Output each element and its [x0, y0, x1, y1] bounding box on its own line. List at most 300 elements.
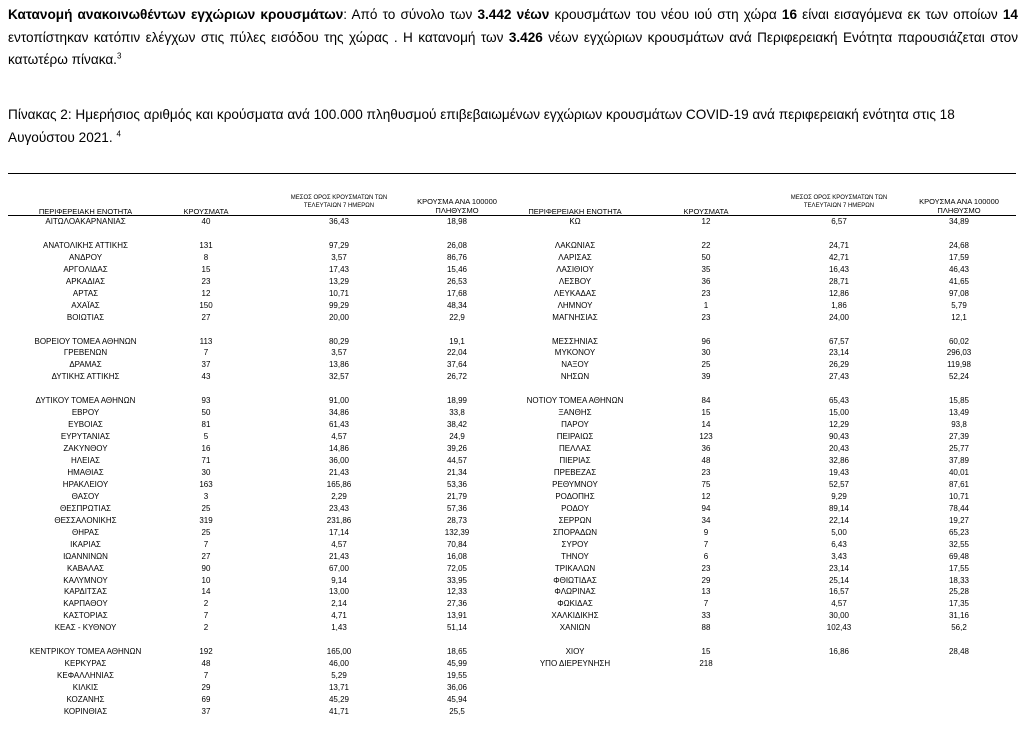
region-name: ΔΡΑΜΑΣ [69, 360, 102, 370]
header-region-right: ΠΕΡΙΦΕΡΕΙΑΚΗ ΕΝΟΤΗΤΑ [528, 207, 622, 216]
region-name: ΤΡΙΚΑΛΩΝ [554, 563, 596, 573]
region-name: ΘΑΣΟΥ [71, 491, 100, 501]
intro-text-2: κρουσμάτων του νέου ιού στη χώρα [549, 7, 782, 22]
per100k-value: 15,85 [948, 396, 970, 406]
per100k-value: 87,61 [948, 479, 970, 489]
avg7-value: 16,57 [828, 587, 850, 597]
region-name: ΑΝΑΤΟΛΙΚΗΣ ΑΤΤΙΚΗΣ [43, 240, 128, 250]
per100k-value: 21,79 [446, 491, 468, 501]
intro-text-5: νέων εγχώριων κρουσμάτων ανά Περιφερειακή Ενότητα παρουσιάζεται στον κατωτέρω πίνακα. [8, 29, 1019, 67]
table-row [8, 598, 1016, 609]
per100k-value: 26,08 [446, 240, 468, 250]
avg7-value: 26,29 [828, 360, 850, 370]
avg7-value: 5,29 [331, 671, 347, 681]
avg7-value: 45,29 [328, 695, 350, 704]
cases-value: 113 [199, 336, 213, 346]
per100k-value: 69,48 [948, 551, 970, 561]
table-row [8, 419, 1016, 430]
per100k-value: 10,71 [948, 491, 970, 501]
region-name: ΗΡΑΚΛΕΙΟΥ [62, 479, 109, 489]
table-row [8, 658, 1016, 669]
table-row [8, 276, 1016, 287]
avg7-value: 13,29 [328, 276, 350, 286]
per100k-value: 5,79 [951, 300, 967, 310]
avg7-value: 165,00 [326, 647, 352, 657]
table-row [8, 610, 1016, 621]
avg7-value: 12,29 [828, 420, 850, 430]
region-name: ΛΑΣΙΘΙΟΥ [556, 264, 594, 274]
per100k-value: 27,39 [948, 432, 970, 442]
region-name: ΦΛΩΡΙΝΑΣ [554, 587, 596, 597]
cases-value: 23 [701, 312, 711, 322]
region-name: ΣΕΡΡΩΝ [558, 515, 592, 525]
table-row [8, 694, 1016, 705]
per100k-value: 22,04 [446, 348, 468, 358]
per100k-value: 25,5 [449, 706, 465, 716]
region-name: ΛΕΥΚΑΔΑΣ [553, 288, 597, 298]
region-name: ΡΟΔΟΥ [561, 503, 589, 513]
per100k-value: 52,24 [948, 372, 970, 382]
cases-value: 7 [703, 539, 709, 549]
avg7-value: 22,14 [828, 515, 850, 525]
table-row [8, 407, 1016, 418]
avg7-value: 25,14 [828, 575, 850, 585]
per100k-value: 25,28 [948, 587, 970, 597]
region-name: ΛΗΜΝΟΥ [557, 300, 593, 310]
per100k-value: 78,44 [948, 503, 970, 513]
region-name: ΑΡΚΑΔΙΑΣ [65, 276, 106, 286]
region-name: ΣΠΟΡΑΔΩΝ [552, 527, 598, 537]
table-row [8, 515, 1016, 526]
table-top-rule [8, 173, 1016, 174]
per100k-value: 32,55 [948, 539, 970, 549]
avg7-value: 16,43 [828, 264, 850, 274]
region-name: ΧΑΝΙΩΝ [559, 623, 591, 633]
cases-value: 319 [199, 515, 213, 525]
avg7-value: 32,86 [828, 456, 850, 465]
table-row [8, 670, 1016, 681]
per100k-value: 132,39 [444, 527, 470, 537]
avg7-value: 12,86 [828, 288, 850, 298]
avg7-value: 42,71 [828, 252, 850, 262]
avg7-value: 13,71 [328, 683, 350, 693]
cases-value: 3 [203, 491, 209, 501]
avg7-value: 36,43 [328, 217, 350, 226]
cases-value: 36 [701, 444, 711, 454]
table-row [8, 563, 1016, 574]
avg7-value: 10,71 [328, 288, 350, 298]
cases-value: 23 [701, 288, 711, 298]
per100k-value: 57,36 [446, 503, 468, 513]
cases-value: 123 [699, 432, 713, 442]
region-name: ΧΙΟΥ [565, 647, 585, 657]
avg7-value: 3,57 [331, 348, 347, 358]
region-name: ΑΙΤΩΛΟΑΚΑΡΝΑΝΙΑΣ [45, 217, 126, 226]
table-row [8, 264, 1016, 275]
per100k-value: 46,43 [948, 264, 970, 274]
per100k-value: 65,23 [948, 527, 970, 537]
per100k-value: 17,59 [948, 252, 970, 262]
avg7-value: 67,57 [828, 336, 850, 346]
avg7-value: 13,86 [328, 360, 350, 370]
header-per100k-left: ΚΡΟΥΣΜΑ ΑΝΑ 100000 ΠΛΗΘΥΣΜΟ [417, 197, 497, 215]
intro-imported-count: 16 [781, 7, 798, 22]
cases-value: 7 [203, 611, 209, 621]
table-row [8, 682, 1016, 693]
avg7-value: 102,43 [826, 623, 852, 633]
cases-value: 71 [201, 456, 211, 465]
per100k-value: 41,65 [948, 276, 970, 286]
cases-value: 43 [201, 372, 211, 382]
intro-bold-lead: Κατανομή ανακοινωθέντων εγχώριων κρουσμάτων [8, 7, 344, 22]
cases-value: 93 [201, 396, 211, 406]
per100k-value: 60,02 [948, 336, 970, 346]
intro-footnote: 3 [116, 51, 122, 61]
table-row [8, 646, 1016, 657]
cases-value: 50 [201, 408, 211, 418]
cases-value: 8 [203, 252, 209, 262]
per100k-value: 21,34 [446, 467, 468, 477]
table-row [8, 252, 1016, 263]
per100k-value: 296,03 [946, 348, 972, 358]
avg7-value: 65,43 [828, 396, 850, 406]
cases-value: 2 [203, 599, 209, 609]
per100k-value: 26,72 [446, 372, 468, 382]
cases-value: 27 [201, 551, 211, 561]
intro-total-new: 3.442 νέων [477, 7, 550, 22]
per100k-value: 24,68 [948, 240, 970, 250]
cases-value: 5 [203, 432, 209, 442]
table-row [8, 336, 1016, 347]
avg7-value: 20,00 [328, 312, 350, 322]
per100k-value: 19,1 [449, 336, 465, 346]
cases-value: 218 [699, 659, 713, 669]
header-region-left: ΠΕΡΙΦΕΡΕΙΑΚΗ ΕΝΟΤΗΤΑ [38, 207, 133, 216]
avg7-value: 23,14 [828, 563, 850, 573]
cases-value: 10 [201, 575, 211, 585]
table-row [8, 551, 1016, 562]
per100k-value: 15,46 [446, 264, 468, 274]
cases-value: 14 [201, 587, 211, 597]
region-name: ΚΙΛΚΙΣ [72, 683, 99, 693]
region-name: ΘΗΡΑΣ [71, 527, 100, 537]
per100k-value: 17,35 [948, 599, 970, 609]
region-name: ΚΩ [569, 217, 581, 226]
avg7-value: 27,43 [828, 372, 850, 382]
avg7-value: 1,43 [331, 623, 347, 633]
table-row [8, 443, 1016, 454]
region-name: ΕΒΡΟΥ [71, 408, 100, 418]
cases-value: 88 [701, 623, 711, 633]
region-name: ΑΡΤΑΣ [72, 288, 99, 298]
per100k-value: 28,48 [948, 647, 970, 657]
per100k-value: 22,9 [449, 312, 465, 322]
cases-value: 7 [203, 671, 209, 681]
avg7-value: 19,43 [828, 467, 850, 477]
cases-value: 25 [701, 360, 711, 370]
cases-value: 29 [701, 575, 711, 585]
avg7-value: 36,00 [328, 456, 350, 465]
cases-value: 23 [701, 563, 711, 573]
cases-value: 22 [701, 240, 711, 250]
table-row [8, 503, 1016, 514]
cases-value: 48 [201, 659, 211, 669]
avg7-value: 13,00 [328, 587, 350, 597]
region-name: ΑΝΔΡΟΥ [68, 252, 103, 262]
per100k-value: 72,05 [446, 563, 468, 573]
region-name: ΦΩΚΙΔΑΣ [557, 599, 593, 609]
per100k-value: 37,89 [948, 456, 970, 465]
avg7-value: 1,86 [831, 300, 847, 310]
region-name: ΤΗΝΟΥ [561, 551, 589, 561]
per100k-value: 86,76 [446, 252, 468, 262]
cases-value: 2 [203, 623, 209, 633]
cases-value: 16 [201, 444, 211, 454]
cases-value: 163 [199, 479, 213, 489]
region-name: ΔΥΤΙΚΗΣ ΑΤΤΙΚΗΣ [51, 372, 120, 382]
per100k-value: 12,33 [446, 587, 468, 597]
region-name: ΘΕΣΠΡΩΤΙΑΣ [60, 503, 111, 513]
region-name: ΚΟΖΑΝΗΣ [66, 695, 105, 704]
region-name: ΗΛΕΙΑΣ [71, 456, 100, 465]
avg7-value: 89,14 [828, 503, 850, 513]
per100k-value: 40,01 [948, 467, 970, 477]
avg7-value: 4,57 [831, 599, 847, 609]
table-row [8, 216, 1016, 227]
region-name: ΠΑΡΟΥ [561, 420, 589, 430]
region-name: ΠΕΙΡΑΙΩΣ [556, 432, 594, 442]
intro-paragraph [8, 4, 1018, 72]
region-name: ΑΡΓΟΛΙΔΑΣ [63, 264, 108, 274]
intro-border-count: 14 [1002, 7, 1018, 22]
avg7-value: 21,43 [328, 467, 350, 477]
table-row [8, 706, 1016, 717]
cases-value: 15 [701, 408, 711, 418]
cases-value: 69 [201, 695, 211, 704]
region-name: ΚΑΡΠΑΘΟΥ [63, 599, 108, 609]
cases-value: 27 [201, 312, 211, 322]
per100k-value: 13,49 [948, 408, 970, 418]
per100k-value: 18,65 [446, 647, 468, 657]
cases-value: 39 [701, 372, 711, 382]
region-name: ΛΑΚΩΝΙΑΣ [554, 240, 596, 250]
table-row [8, 240, 1016, 251]
per100k-value: 70,84 [446, 539, 468, 549]
avg7-value: 24,71 [828, 240, 850, 250]
per100k-value: 39,26 [446, 444, 468, 454]
table-row [8, 479, 1016, 490]
avg7-value: 32,57 [328, 372, 350, 382]
header-cases-left: ΚΡΟΥΣΜΑΤΑ [183, 207, 229, 216]
region-name: ΕΥΒΟΙΑΣ [68, 420, 103, 430]
region-name: ΝΟΤΙΟΥ ΤΟΜΕΑ ΑΘΗΝΩΝ [526, 396, 624, 406]
cases-value: 30 [201, 467, 211, 477]
region-name: ΚΑΣΤΟΡΙΑΣ [63, 611, 108, 621]
cases-value: 6 [703, 551, 709, 561]
table-row [8, 586, 1016, 597]
avg7-value: 80,29 [328, 336, 350, 346]
region-name: ΑΧΑΪΑΣ [71, 300, 100, 310]
header-per100k-right: ΚΡΟΥΣΜΑ ΑΝΑ 100000 ΠΛΗΘΥΣΜΟ [919, 197, 999, 215]
avg7-value: 91,00 [328, 396, 350, 406]
region-name: ΚΕΦΑΛΛΗΝΙΑΣ [57, 671, 114, 681]
per100k-value: 31,16 [948, 611, 970, 621]
avg7-value: 23,43 [328, 503, 350, 513]
region-name: ΕΥΡΥΤΑΝΙΑΣ [60, 432, 111, 442]
cases-value: 81 [201, 420, 211, 430]
intro-text-4: εντοπίστηκαν κατόπιν ελέγχων στις πύλες εισόδου της χώρας . Η κατανομή των [8, 29, 509, 45]
avg7-value: 5,00 [831, 527, 847, 537]
region-name: ΒΟΙΩΤΙΑΣ [66, 312, 105, 322]
region-name: ΗΜΑΘΙΑΣ [67, 467, 104, 477]
region-name: ΠΡΕΒΕΖΑΣ [553, 467, 597, 477]
avg7-value: 46,00 [328, 659, 350, 669]
cases-value: 7 [203, 348, 209, 358]
cases-value: 34 [701, 515, 711, 525]
per100k-value: 27,36 [446, 599, 468, 609]
region-name: ΜΑΓΝΗΣΙΑΣ [552, 312, 598, 322]
cases-value: 23 [201, 276, 211, 286]
table-row [8, 395, 1016, 406]
cases-value: 75 [701, 479, 711, 489]
region-name: ΖΑΚΥΝΘΟΥ [63, 444, 108, 454]
cases-value: 23 [701, 467, 711, 477]
per100k-value: 37,64 [446, 360, 468, 370]
per100k-value: 34,89 [948, 217, 970, 226]
region-name: ΘΕΣΣΑΛΟΝΙΚΗΣ [54, 515, 117, 525]
per100k-value: 13,91 [446, 611, 468, 621]
avg7-value: 52,57 [828, 479, 850, 489]
avg7-value: 165,86 [326, 479, 352, 489]
region-name: ΦΘΙΩΤΙΔΑΣ [553, 575, 597, 585]
avg7-value: 20,43 [828, 444, 850, 454]
per100k-value: 33,8 [449, 408, 465, 418]
avg7-value: 97,29 [328, 240, 350, 250]
intro-text-3: είναι εισαγόμενα εκ των οποίων [797, 7, 1003, 22]
per100k-value: 26,53 [446, 276, 468, 286]
per100k-value: 53,36 [446, 479, 468, 489]
avg7-value: 4,57 [331, 539, 347, 549]
cases-value: 84 [701, 396, 711, 406]
cases-value: 37 [201, 706, 211, 716]
cases-value: 1 [703, 300, 709, 310]
avg7-value: 231,86 [326, 515, 352, 525]
table-row [8, 288, 1016, 299]
cases-value: 30 [701, 348, 711, 358]
region-name: ΝΑΞΟΥ [561, 360, 589, 370]
per100k-value: 38,42 [446, 420, 468, 430]
table-row [8, 575, 1016, 586]
per100k-value: 51,14 [446, 623, 468, 633]
cases-value: 131 [199, 240, 213, 250]
cases-value: 13 [701, 587, 711, 597]
table-row [8, 527, 1016, 538]
per100k-value: 18,99 [446, 396, 468, 406]
region-name: ΚΕΑΣ - ΚΥΘΝΟΥ [54, 623, 117, 633]
avg7-value: 61,43 [328, 420, 350, 430]
region-name: ΧΑΛΚΙΔΙΚΗΣ [551, 611, 599, 621]
avg7-value: 9,29 [831, 491, 847, 501]
cases-value: 96 [701, 336, 711, 346]
avg7-value: 90,43 [828, 432, 850, 442]
per100k-value: 16,08 [446, 551, 468, 561]
region-name: ΡΟΔΟΠΗΣ [555, 491, 595, 501]
region-name: ΚΑΒΑΛΑΣ [67, 563, 104, 573]
avg7-value: 3,57 [331, 252, 347, 262]
per100k-value: 12,1 [951, 312, 967, 322]
caption-footnote: 4 [116, 128, 121, 138]
cases-value: 36 [701, 276, 711, 286]
avg7-value: 99,29 [328, 300, 350, 310]
avg7-value: 3,43 [831, 551, 847, 561]
per100k-value: 19,55 [446, 671, 468, 681]
avg7-value: 67,00 [328, 563, 350, 573]
region-name: ΚΑΡΔΙΤΣΑΣ [63, 587, 108, 597]
region-name: ΙΚΑΡΙΑΣ [70, 539, 101, 549]
per100k-value: 48,34 [446, 300, 468, 310]
per100k-value: 24,9 [449, 432, 465, 442]
cases-value: 12 [701, 217, 711, 226]
header-cases-right: ΚΡΟΥΣΜΑΤΑ [683, 207, 729, 216]
region-name: ΜΕΣΣΗΝΙΑΣ [552, 336, 598, 346]
cases-value: 35 [701, 264, 711, 274]
avg7-value: 34,86 [328, 408, 350, 418]
caption-text: Πίνακας 2: Ημερήσιος αριθμός και κρούσματα ανά 100.000 πληθυσμού επιβεβαιωμένων εγχώριων κρουσμάτων COVID-19 ανά περιφερειακή ενότητα στις 18 Αυγούστου 2021. [8, 107, 955, 145]
cases-value: 12 [201, 288, 211, 298]
cases-value: 15 [701, 647, 711, 657]
per100k-value: 119,98 [947, 360, 971, 370]
per100k-value: 19,27 [948, 515, 970, 525]
cases-value: 48 [701, 456, 711, 465]
per100k-value: 33,95 [446, 575, 468, 585]
avg7-value: 17,43 [328, 264, 350, 274]
region-name: ΡΕΘΥΜΝΟΥ [552, 479, 598, 489]
per100k-value: 93,8 [951, 420, 967, 430]
cases-value: 192 [199, 647, 213, 657]
per100k-value: 45,94 [446, 695, 468, 704]
table-row [8, 467, 1016, 478]
table-row [8, 539, 1016, 550]
region-name: ΜΥΚΟΝΟΥ [554, 348, 596, 358]
region-name: ΚΕΝΤΡΙΚΟΥ ΤΟΜΕΑ ΑΘΗΝΩΝ [29, 647, 142, 657]
avg7-value: 9,14 [331, 575, 347, 585]
region-name: ΛΑΡΙΣΑΣ [558, 252, 592, 262]
avg7-value: 6,43 [831, 539, 847, 549]
cases-value: 50 [701, 252, 711, 262]
region-name: ΣΥΡΟΥ [561, 539, 589, 549]
cases-value: 37 [201, 360, 211, 370]
per100k-value: 17,55 [948, 563, 970, 573]
region-name: ΒΟΡΕΙΟΥ ΤΟΜΕΑ ΑΘΗΝΩΝ [34, 336, 137, 346]
per100k-value: 18,33 [948, 575, 970, 585]
intro-text-1: : Από το σύνολο των [343, 7, 478, 22]
avg7-value: 17,14 [328, 527, 350, 537]
avg7-value: 24,00 [828, 312, 850, 322]
cases-value: 94 [701, 503, 711, 513]
region-name: ΚΟΡΙΝΘΙΑΣ [63, 706, 108, 716]
per100k-value: 97,08 [948, 288, 970, 298]
avg7-value: 16,86 [828, 647, 850, 657]
per100k-value: 28,73 [446, 515, 468, 525]
per100k-value: 18,98 [446, 217, 468, 226]
per100k-value: 56,2 [951, 623, 967, 633]
cases-value: 25 [201, 503, 211, 513]
intro-domestic-count: 3.426 [508, 29, 543, 45]
region-name: ΝΗΣΩΝ [560, 372, 590, 382]
avg7-value: 15,00 [828, 408, 850, 418]
region-name: ΚΕΡΚΥΡΑΣ [64, 659, 107, 669]
region-name: ΠΕΛΛΑΣ [558, 444, 592, 454]
